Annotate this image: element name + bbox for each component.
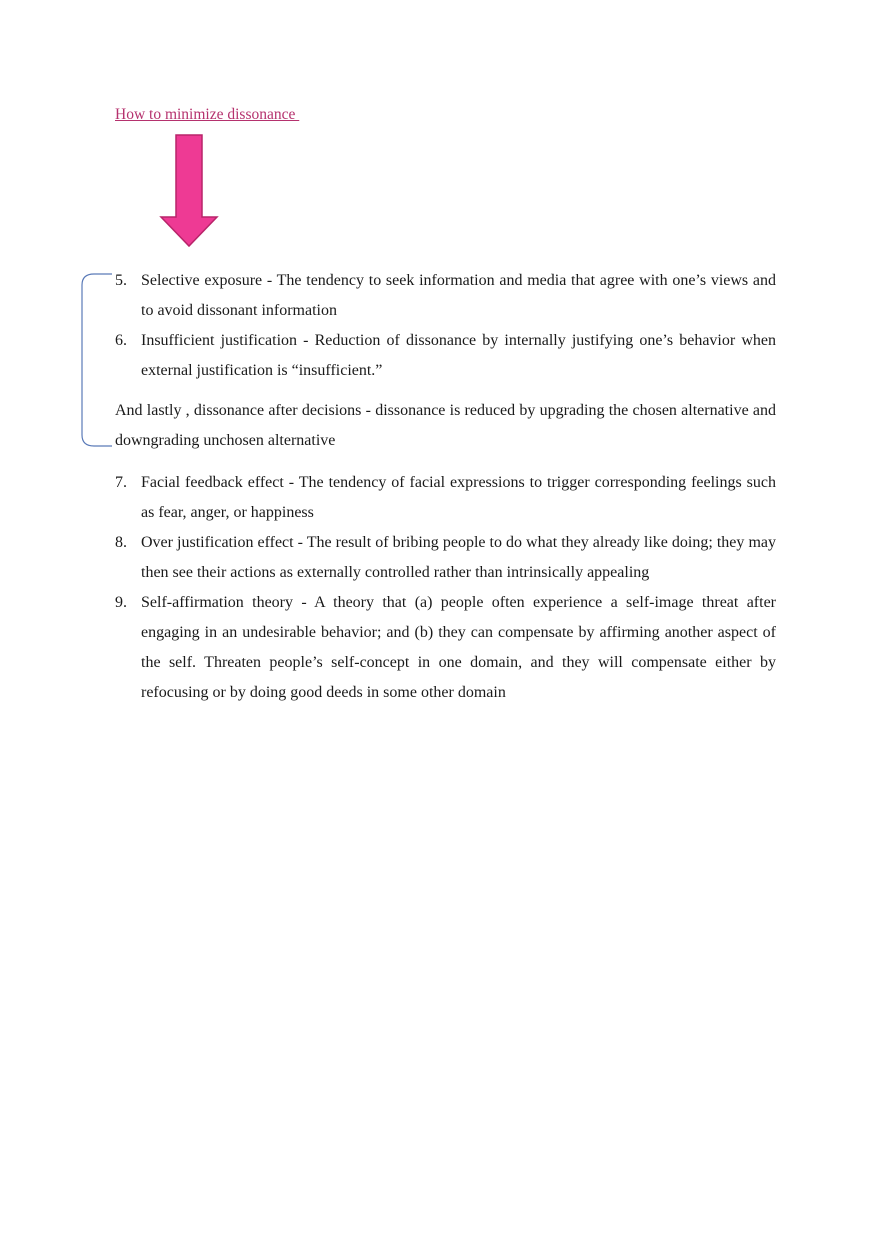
list-text: Insufficient justification - Reduction of dissonance by internally justifying one’s behavior when external justification is “insufficient.” xyxy=(141,332,776,379)
list-number: 8. xyxy=(115,534,127,551)
list-text: Over justification effect - The result of bribing people to do what they already like doing; they may then see their actions as externally controlled rather than intrinsically appealing xyxy=(141,534,776,581)
heading-link[interactable]: How to minimize dissonance xyxy=(115,106,300,123)
list-number: 7. xyxy=(115,474,127,491)
list-text: Facial feedback effect - The tendency of facial expressions to trigger corresponding feelings such as fear, anger, or happiness xyxy=(141,474,776,521)
list-item-7 xyxy=(115,468,776,528)
down-arrow-icon xyxy=(158,133,220,249)
list-number: 6. xyxy=(115,332,127,349)
list-item-5 xyxy=(115,266,776,326)
list-item-9 xyxy=(115,588,776,708)
list-text: Self-affirmation theory - A theory that (a) people often experience a self-image threat after engaging in an undesirable behavior; and (b) they can compensate by affirming another aspect of the self. Threaten people’s self-concept in one domain, and they will compensate either by refocusing or by doing good deeds in some other domain xyxy=(141,594,776,701)
left-bracket-icon xyxy=(78,271,114,449)
list-number: 9. xyxy=(115,594,127,611)
list-item-6 xyxy=(115,326,776,386)
list-item-8 xyxy=(115,528,776,588)
list-text: Selective exposure - The tendency to seek information and media that agree with one’s views and to avoid dissonant information xyxy=(141,272,776,319)
list-number: 5. xyxy=(115,272,127,289)
closing-paragraph: And lastly , dissonance after decisions - dissonance is reduced by upgrading the chosen alternative and downgrading unchosen alternative xyxy=(115,402,776,449)
